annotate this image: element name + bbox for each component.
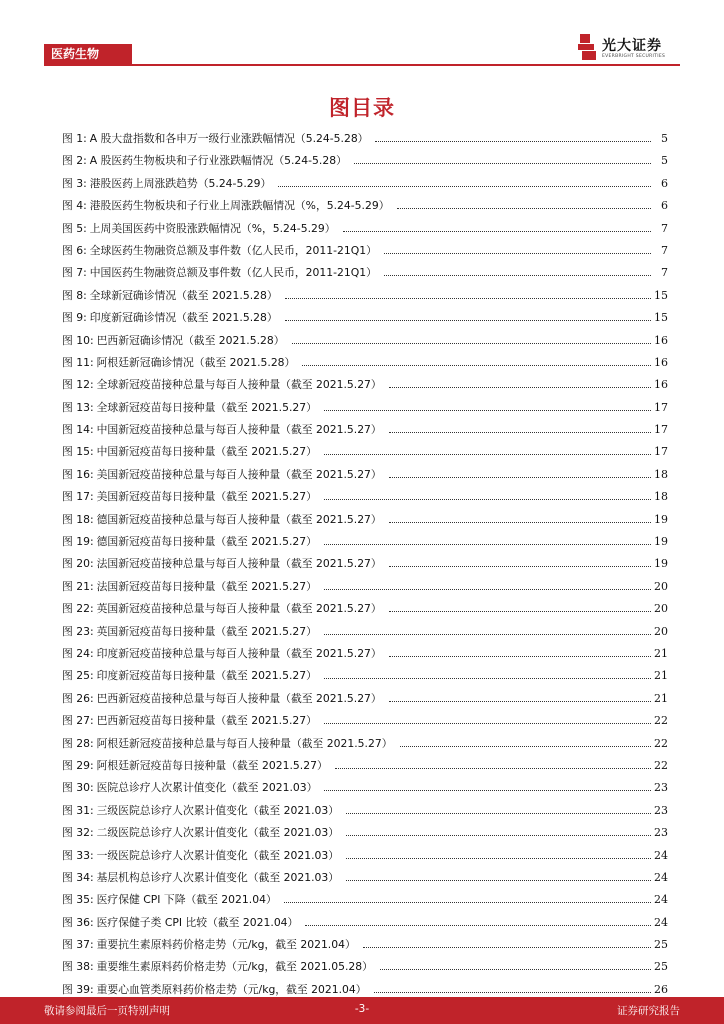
toc-figure-title: 港股医药上周涨跌趋势（5.24-5.29） <box>89 176 272 190</box>
toc-figure-label: 图 5: <box>62 221 87 235</box>
toc-figure-title: 德国新冠疫苗接种总量与每百人接种量（截至 2021.5.27） <box>96 512 382 526</box>
footer-page-number: -3- <box>354 1003 370 1015</box>
toc-entry[interactable] <box>62 848 668 870</box>
toc-figure-title: 法国新冠疫苗每日接种量（截至 2021.5.27） <box>96 579 317 593</box>
toc-page-number: 6 <box>661 176 668 190</box>
toc-figure-label: 图 37: <box>62 938 94 952</box>
toc-figure-label: 图 26: <box>62 691 94 705</box>
toc-page-number: 16 <box>654 333 668 347</box>
toc-figure-title: 医疗保健 CPI 下降（截至 2021.04） <box>96 893 277 907</box>
toc-figure-title: 全球医药生物融资总额及事件数（亿人民币，2011-21Q1） <box>89 243 377 257</box>
toc-page-number: 23 <box>654 781 668 795</box>
toc-entry[interactable] <box>62 601 668 623</box>
toc-dot-leader <box>389 655 651 657</box>
toc-figure-label: 图 11: <box>62 355 94 369</box>
toc-figure-title: 英国新冠疫苗每日接种量（截至 2021.5.27） <box>96 624 317 638</box>
toc-figure-label: 图 2: <box>62 154 87 168</box>
toc-dot-leader <box>354 162 651 164</box>
toc-page-number: 17 <box>654 423 668 437</box>
toc-figure-label: 图 19: <box>62 535 94 549</box>
toc-dot-leader <box>278 185 651 187</box>
toc-figure-title: 巴西新冠确诊情况（截至 2021.5.28） <box>96 333 285 347</box>
toc-page-number: 20 <box>654 624 668 638</box>
toc-figure-label: 图 7: <box>62 266 87 280</box>
toc-entry[interactable] <box>62 512 668 534</box>
toc-page-number: 24 <box>654 893 668 907</box>
toc-dot-leader <box>324 588 651 590</box>
toc-page-number: 25 <box>654 960 668 974</box>
toc-entry[interactable] <box>62 825 668 847</box>
toc-dot-leader <box>374 991 651 993</box>
toc-page-number: 22 <box>654 714 668 728</box>
toc-figure-label: 图 31: <box>62 803 94 817</box>
toc-figure-label: 图 36: <box>62 915 94 929</box>
toc-figure-title: 巴西新冠疫苗每日接种量（截至 2021.5.27） <box>96 714 317 728</box>
toc-page-number: 24 <box>654 870 668 884</box>
toc-entry[interactable] <box>62 691 668 713</box>
toc-figure-label: 图 33: <box>62 848 94 862</box>
toc-figure-label: 图 34: <box>62 870 94 884</box>
toc-entry[interactable] <box>62 422 668 444</box>
toc-figure-title: 医院总诊疗人次累计值变化（截至 2021.03） <box>96 781 318 795</box>
toc-figure-label: 图 13: <box>62 400 94 414</box>
toc-figure-label: 图 39: <box>62 982 94 996</box>
toc-figure-label: 图 35: <box>62 893 94 907</box>
toc-figure-title: 医疗保健子类 CPI 比较（截至 2021.04） <box>96 915 299 929</box>
toc-page-number: 24 <box>654 915 668 929</box>
toc-entry[interactable] <box>62 556 668 578</box>
toc-entry[interactable] <box>62 959 668 981</box>
toc-figure-label: 图 8: <box>62 288 87 302</box>
toc-figure-label: 图 15: <box>62 445 94 459</box>
toc-entry[interactable] <box>62 915 668 937</box>
toc-figure-title: 全球新冠疫苗每日接种量（截至 2021.5.27） <box>96 400 317 414</box>
toc-entry[interactable] <box>62 736 668 758</box>
toc-figure-title: 中国医药生物融资总额及事件数（亿人民币，2011-21Q1） <box>89 266 377 280</box>
toc-page-number: 18 <box>654 490 668 504</box>
toc-dot-leader <box>389 521 651 523</box>
toc-entry[interactable] <box>62 377 668 399</box>
toc-page-number: 21 <box>654 691 668 705</box>
toc-figure-label: 图 30: <box>62 781 94 795</box>
toc-page-number: 15 <box>654 311 668 325</box>
toc-figure-title: 上周美国医药中资股涨跌幅情况（%，5.24-5.29） <box>89 221 336 235</box>
toc-entry[interactable] <box>62 668 668 690</box>
toc-dot-leader <box>380 968 651 970</box>
toc-page-number: 6 <box>661 199 668 213</box>
toc-page-number: 22 <box>654 736 668 750</box>
toc-figure-title: 重要维生素原料药价格走势（元/kg，截至 2021.05.28） <box>96 960 373 974</box>
toc-entry[interactable] <box>62 870 668 892</box>
toc-figure-label: 图 24: <box>62 646 94 660</box>
toc-figure-label: 图 16: <box>62 467 94 481</box>
toc-page-number: 7 <box>661 243 668 257</box>
logo-name: 光大证券 <box>602 38 662 54</box>
toc-page-number: 7 <box>661 266 668 280</box>
toc-figure-label: 图 12: <box>62 378 94 392</box>
toc-entry[interactable] <box>62 579 668 601</box>
toc-figure-label: 图 25: <box>62 669 94 683</box>
toc-figure-label: 图 21: <box>62 579 94 593</box>
toc-figure-title: 三级医院总诊疗人次累计值变化（截至 2021.03） <box>96 803 340 817</box>
toc-entry[interactable] <box>62 310 668 332</box>
toc-entry[interactable] <box>62 265 668 287</box>
toc-dot-leader <box>346 879 651 881</box>
footer-disclaimer: 敬请参阅最后一页特别声明 <box>44 1005 170 1017</box>
toc-dot-leader <box>324 722 651 724</box>
toc-page-number: 17 <box>654 400 668 414</box>
toc-figure-title: 重要抗生素原料药价格走势（元/kg，截至 2021.04） <box>96 938 356 952</box>
toc-dot-leader <box>397 207 651 209</box>
toc-dot-leader <box>346 834 651 836</box>
toc-dot-leader <box>384 274 651 276</box>
toc-page-number: 19 <box>654 512 668 526</box>
toc-figure-title: 美国新冠疫苗接种总量与每百人接种量（截至 2021.5.27） <box>96 467 382 481</box>
toc-dot-leader <box>324 453 651 455</box>
toc-page-number: 16 <box>654 355 668 369</box>
toc-entry[interactable] <box>62 444 668 466</box>
logo-mark-icon <box>578 34 596 60</box>
toc-page-number: 22 <box>654 758 668 772</box>
toc-page-number: 23 <box>654 803 668 817</box>
toc-entry[interactable] <box>62 780 668 802</box>
toc-figure-title: 阿根廷新冠疫苗每日接种量（截至 2021.5.27） <box>96 758 328 772</box>
toc-page-number: 15 <box>654 288 668 302</box>
page-title: 图目录 <box>329 96 395 120</box>
logo-subtitle: EVERBRIGHT SECURITIES <box>602 54 666 59</box>
toc-entry[interactable] <box>62 892 668 914</box>
toc-figure-title: 港股医药生物板块和子行业上周涨跌幅情况（%，5.24-5.29） <box>89 199 390 213</box>
toc-figure-label: 图 4: <box>62 199 87 213</box>
toc-dot-leader <box>324 789 651 791</box>
toc-figure-title: 重要心血管类原料药价格走势（元/kg，截至 2021.04） <box>96 982 367 996</box>
toc-entry[interactable] <box>62 176 668 198</box>
toc-entry[interactable] <box>62 646 668 668</box>
toc-entry[interactable] <box>62 288 668 310</box>
toc-entry[interactable] <box>62 153 668 175</box>
toc-figure-label: 图 18: <box>62 512 94 526</box>
toc-dot-leader <box>285 297 651 299</box>
toc-figure-title: A 股医药生物板块和子行业涨跌幅情况（5.24-5.28） <box>89 154 347 168</box>
toc-figure-title: 德国新冠疫苗每日接种量（截至 2021.5.27） <box>96 535 317 549</box>
toc-figure-title: 英国新冠疫苗接种总量与每百人接种量（截至 2021.5.27） <box>96 602 382 616</box>
toc-dot-leader <box>346 812 651 814</box>
toc-figure-label: 图 27: <box>62 714 94 728</box>
toc-figure-title: 印度新冠疫苗接种总量与每百人接种量（截至 2021.5.27） <box>96 646 382 660</box>
toc-dot-leader <box>346 857 651 859</box>
footer-report-type: 证券研究报告 <box>617 1005 680 1017</box>
toc-figure-label: 图 28: <box>62 736 94 750</box>
toc-figure-title: 二级医院总诊疗人次累计值变化（截至 2021.03） <box>96 826 340 840</box>
toc-page-number: 25 <box>654 938 668 952</box>
toc-dot-leader <box>375 140 651 142</box>
toc-entry[interactable] <box>62 713 668 735</box>
toc-figure-title: 中国新冠疫苗接种总量与每百人接种量（截至 2021.5.27） <box>96 423 382 437</box>
toc-figure-title: 全球新冠确诊情况（截至 2021.5.28） <box>89 288 278 302</box>
toc-dot-leader <box>343 230 651 232</box>
toc-figure-title: 印度新冠确诊情况（截至 2021.5.28） <box>89 311 278 325</box>
toc-dot-leader <box>324 498 651 500</box>
toc-page-number: 24 <box>654 848 668 862</box>
section-tag: 医药生物 <box>44 44 132 65</box>
toc-entry[interactable] <box>62 243 668 265</box>
toc-figure-label: 图 29: <box>62 758 94 772</box>
toc-page-number: 17 <box>654 445 668 459</box>
toc-figure-title: 巴西新冠疫苗接种总量与每百人接种量（截至 2021.5.27） <box>96 691 382 705</box>
toc-figure-title: 基层机构总诊疗人次累计值变化（截至 2021.03） <box>96 870 340 884</box>
toc-dot-leader <box>285 319 651 321</box>
toc-page-number: 19 <box>654 535 668 549</box>
toc-dot-leader <box>400 745 651 747</box>
toc-figure-label: 图 10: <box>62 333 94 347</box>
company-logo <box>578 32 688 66</box>
toc-dot-leader <box>305 924 651 926</box>
toc-dot-leader <box>324 409 651 411</box>
toc-entry[interactable] <box>62 198 668 220</box>
toc-entry[interactable] <box>62 467 668 489</box>
toc-dot-leader <box>389 431 651 433</box>
toc-entry[interactable] <box>62 131 668 153</box>
toc-dot-leader <box>284 901 651 903</box>
toc-figure-label: 图 9: <box>62 311 87 325</box>
toc-entry[interactable] <box>62 803 668 825</box>
toc-figure-label: 图 14: <box>62 423 94 437</box>
toc-dot-leader <box>324 543 651 545</box>
toc-page-number: 23 <box>654 826 668 840</box>
toc-dot-leader <box>389 700 651 702</box>
toc-page-number: 21 <box>654 669 668 683</box>
toc-page-number: 18 <box>654 467 668 481</box>
toc-entry[interactable] <box>62 534 668 556</box>
toc-entry[interactable] <box>62 758 668 780</box>
toc-dot-leader <box>292 342 651 344</box>
toc-figure-label: 图 17: <box>62 490 94 504</box>
toc-figure-label: 图 20: <box>62 557 94 571</box>
toc-dot-leader <box>389 476 651 478</box>
toc-page-number: 5 <box>661 132 668 145</box>
toc-dot-leader <box>389 565 651 567</box>
toc-figure-title: 印度新冠疫苗每日接种量（截至 2021.5.27） <box>96 669 317 683</box>
toc-entry[interactable] <box>62 333 668 355</box>
toc-dot-leader <box>363 946 651 948</box>
toc-figure-label: 图 23: <box>62 624 94 638</box>
toc-dot-leader <box>302 364 651 366</box>
toc-entry[interactable] <box>62 624 668 646</box>
toc-dot-leader <box>324 633 651 635</box>
toc-page-number: 20 <box>654 579 668 593</box>
toc-figure-title: 全球新冠疫苗接种总量与每百人接种量（截至 2021.5.27） <box>96 378 382 392</box>
toc-figure-title: 阿根廷新冠确诊情况（截至 2021.5.28） <box>96 355 296 369</box>
toc-dot-leader <box>384 252 651 254</box>
toc-dot-leader <box>335 767 651 769</box>
toc-page-number: 5 <box>661 154 668 168</box>
toc-figure-label: 图 22: <box>62 602 94 616</box>
toc-figure-title: 阿根廷新冠疫苗接种总量与每百人接种量（截至 2021.5.27） <box>96 736 393 750</box>
figure-list <box>62 131 668 1004</box>
toc-page-number: 7 <box>661 221 668 235</box>
toc-figure-label: 图 32: <box>62 826 94 840</box>
toc-entry[interactable] <box>62 400 668 422</box>
toc-figure-title: 中国新冠疫苗每日接种量（截至 2021.5.27） <box>96 445 317 459</box>
toc-page-number: 26 <box>654 982 668 996</box>
toc-dot-leader <box>389 386 651 388</box>
toc-page-number: 16 <box>654 378 668 392</box>
toc-figure-title: 美国新冠疫苗每日接种量（截至 2021.5.27） <box>96 490 317 504</box>
toc-entry[interactable] <box>62 355 668 377</box>
toc-figure-title: 法国新冠疫苗接种总量与每百人接种量（截至 2021.5.27） <box>96 557 382 571</box>
toc-entry[interactable] <box>62 937 668 959</box>
toc-entry[interactable] <box>62 489 668 511</box>
toc-figure-label: 图 6: <box>62 243 87 257</box>
toc-dot-leader <box>324 677 651 679</box>
toc-page-number: 19 <box>654 557 668 571</box>
toc-page-number: 20 <box>654 602 668 616</box>
toc-figure-label: 图 3: <box>62 176 87 190</box>
toc-figure-title: A 股大盘指数和各申万一级行业涨跌幅情况（5.24-5.28） <box>89 132 369 145</box>
toc-figure-title: 一级医院总诊疗人次累计值变化（截至 2021.03） <box>96 848 340 862</box>
toc-figure-label: 图 1: <box>62 132 87 145</box>
toc-entry[interactable] <box>62 221 668 243</box>
toc-page-number: 21 <box>654 646 668 660</box>
toc-figure-label: 图 38: <box>62 960 94 974</box>
toc-dot-leader <box>389 610 651 612</box>
